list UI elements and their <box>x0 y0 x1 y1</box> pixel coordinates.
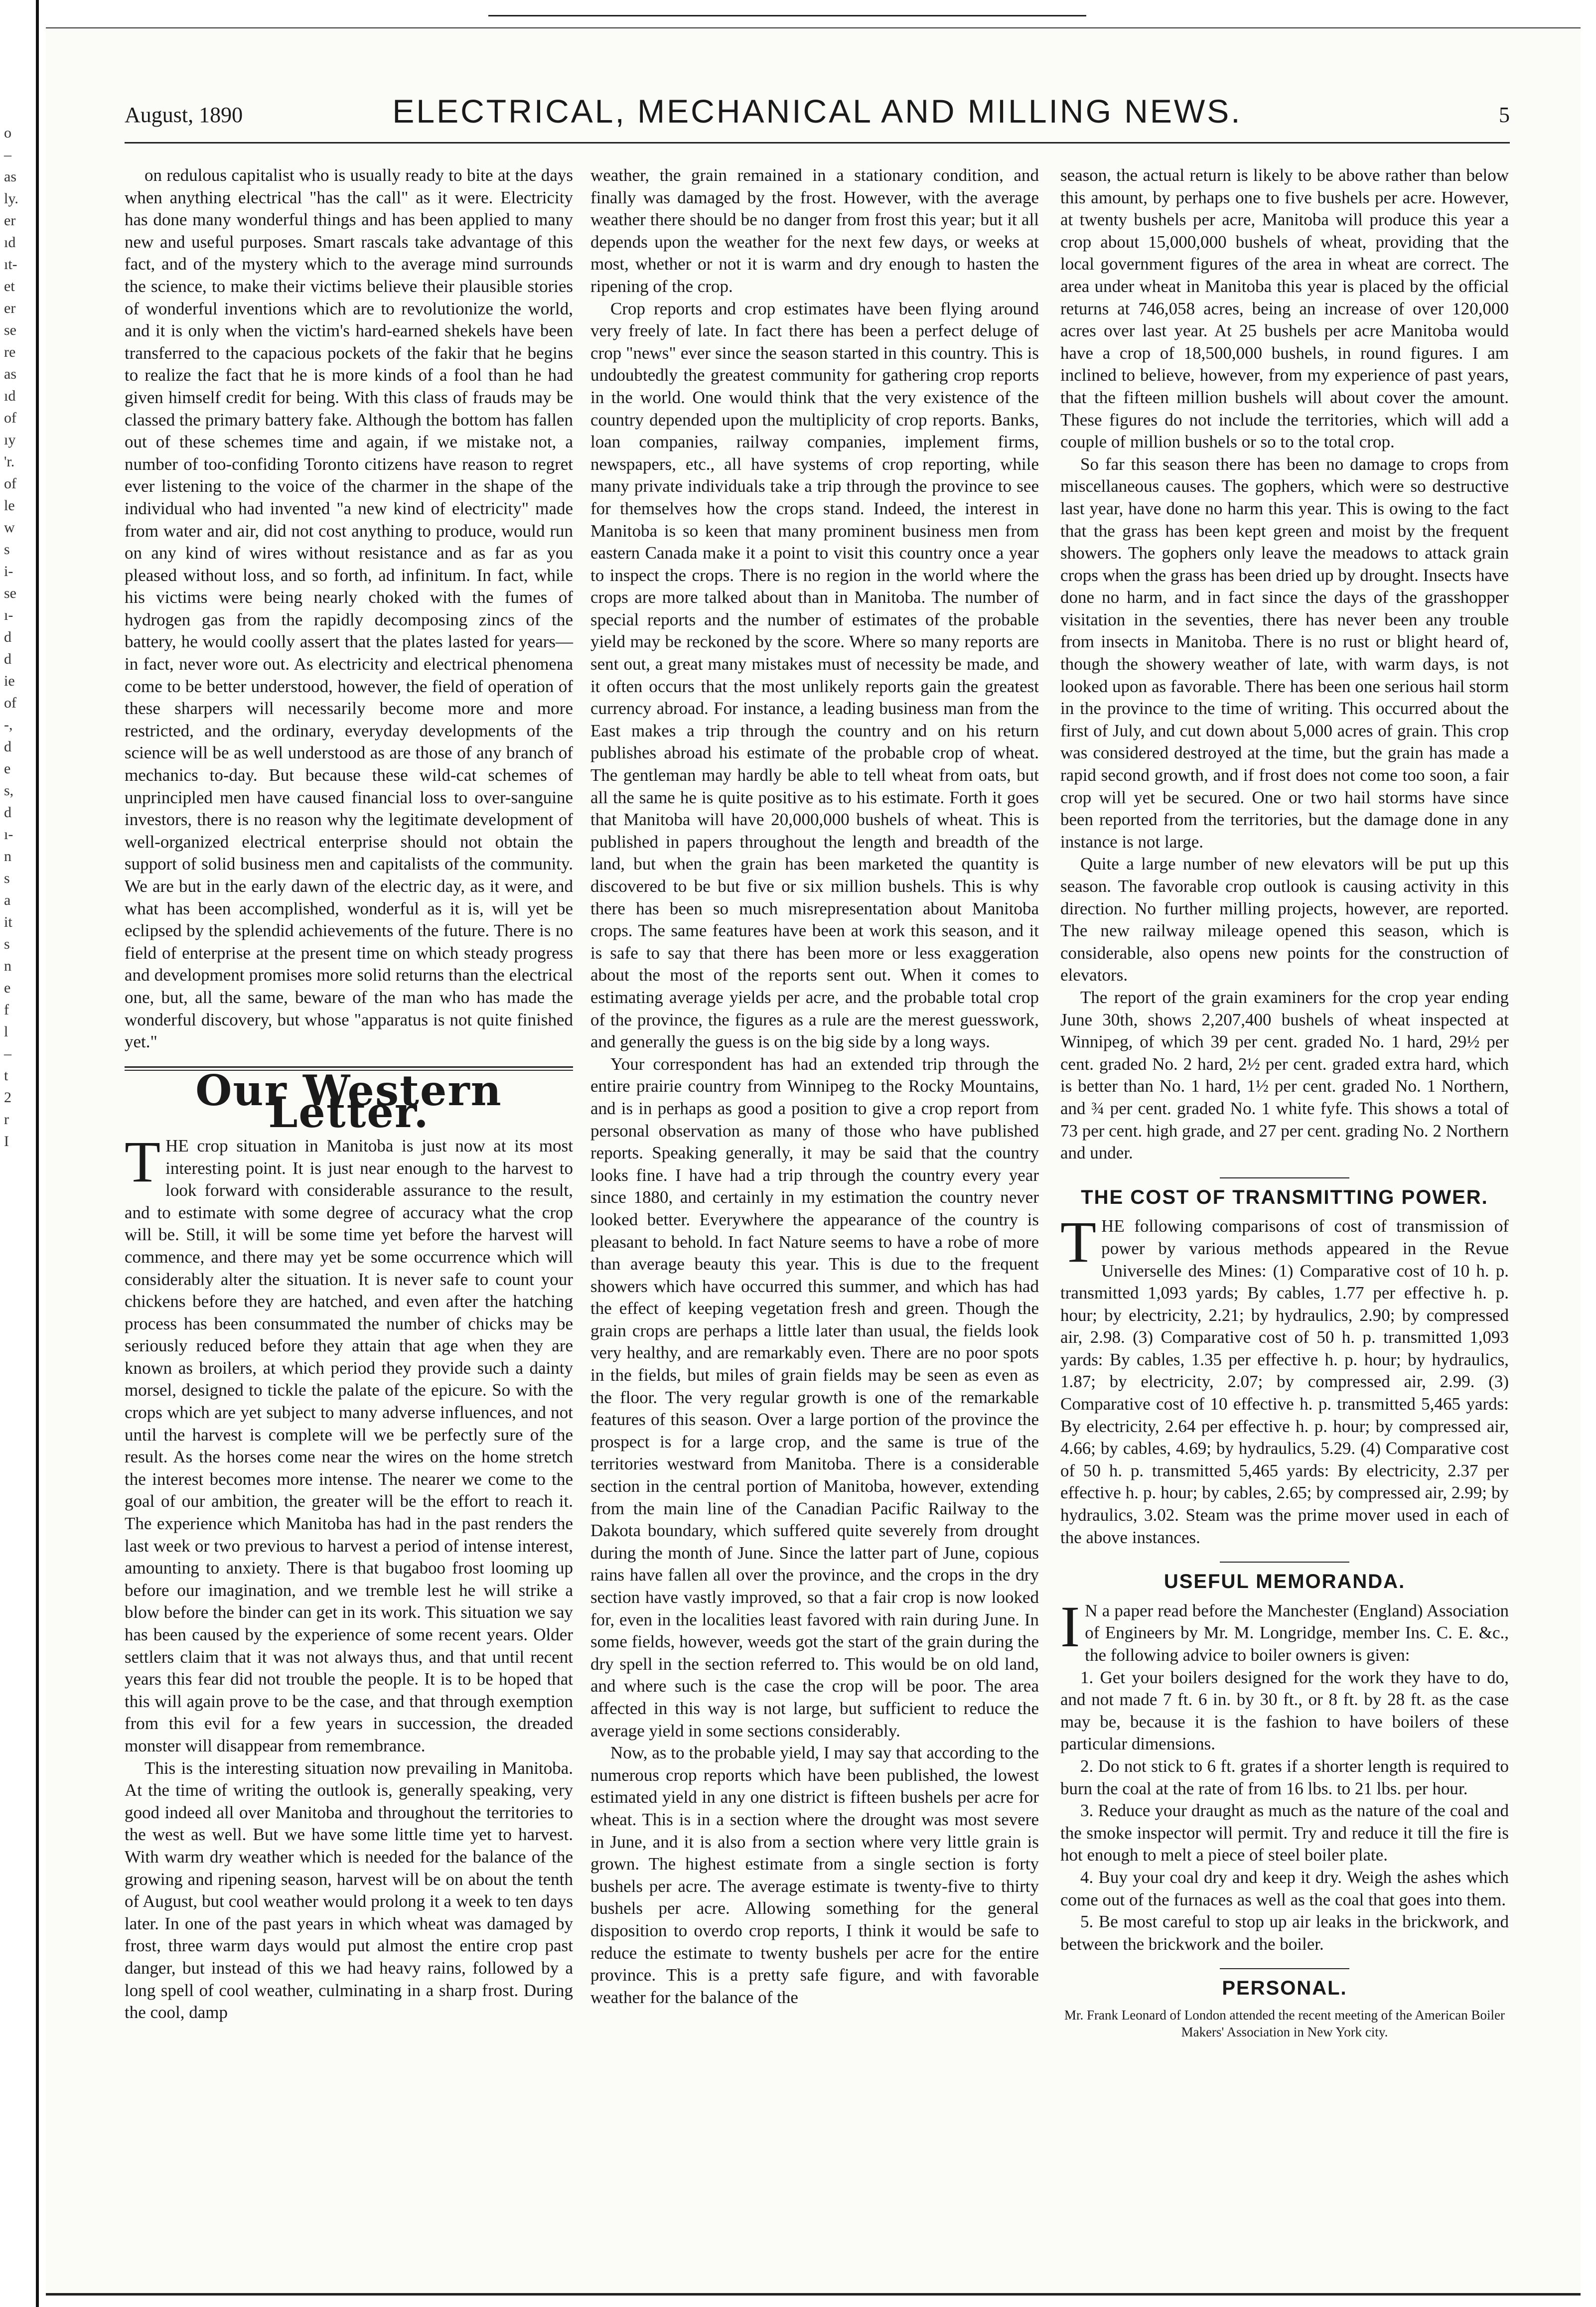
edge-fragment: e <box>4 760 11 777</box>
western-letter-paragraph: season, the actual return is likely to be above rather than below this amount, by perhaps one to five bushels per acre. However, at twenty bushels per acre, Manitoba will produce this year a crop about 15,000,000 bushels of wheat, providing that the local government figures of the area in wheat are correct. The area under wheat in Manitoba this year is placed by the official returns at 746,058 acres, being an increase of over 120,000 acres over last year. At 25 bushels per acre Manitoba would have a crop of 18,500,000 bushels, in round figures. I am inclined to believe, however, from my experience of past years, that the fifteen million bushels will about cover the amount. These figures do not include the territories, which will add a couple of million bushels or so to the total crop. <box>1060 165 1509 452</box>
edge-fragment: se <box>4 585 16 601</box>
edge-fragment: of <box>4 410 16 426</box>
scan-artifact <box>488 0 1086 16</box>
edge-fragment: 2 <box>4 1089 11 1106</box>
section-divider <box>1220 1562 1349 1563</box>
page-header <box>125 92 1510 137</box>
edge-fragment: o <box>4 125 11 141</box>
edge-fragment: e <box>4 980 11 996</box>
edge-fragment: I <box>4 1133 9 1150</box>
column-2 <box>590 164 1039 2009</box>
edge-fragment: n <box>4 958 11 974</box>
useful-memoranda-heading: USEFUL MEMORANDA. <box>1163 1571 1406 1593</box>
western-letter-heading: Our Western Letter. <box>195 1065 502 1138</box>
memoranda-item: 5. Be most careful to stop up air leaks in the brickwork, and between the brickwork and the boiler. <box>1060 1912 1509 1954</box>
western-letter-paragraph: This is the interesting situation now prevailing in Manitoba. At the time of writing the outlook is, generally speaking, very good indeed all over Manitoba and throughout the territories to the west as well. But we have some little time yet to harvest. With warm dry weather which is needed for the balance of the growing and ripening season, harvest will be on about the tenth of August, but cool weather would prolong it a week to ten days later. In one of the past years in which wheat was damaged by frost, three warm days would put almost the entire crop past danger, but instead of this we had heavy rains, followed by a long spell of cool weather, culminating in a sharp frost. During the cool, damp <box>125 1758 573 2022</box>
edge-fragment: a <box>4 892 11 908</box>
edge-fragment: t <box>4 1067 8 1084</box>
edge-fragment: i- <box>4 563 13 579</box>
edge-fragment: er <box>4 212 16 229</box>
edge-fragment: se <box>4 322 16 338</box>
edge-fragment: s <box>4 541 10 558</box>
edge-fragment: as <box>4 168 16 185</box>
edge-fragment: er <box>4 300 16 316</box>
masthead-title: ELECTRICAL, MECHANICAL AND MILLING NEWS. <box>392 93 1242 130</box>
personal-text: Mr. Frank Leonard of London attended the recent meeting of the American Boiler Makers' Association in New York city. <box>1064 2007 1505 2039</box>
article-continuation: on redulous capitalist who is usually ready to bite at the days when anything electrical "has the call" as it were. Electricity has done many wonderful things and has been applied to many new and useful purposes. Smart rascals take advantage of this fact, and of the mystery which to the average mind surrounds the science, to make their victims believe their plausible stories of wonderful inventions which are to revolutionize the world, and it is only when the victim's hard-earned shekels have been transferred to the capacious pockets of the fakir that he begins to realize the fact that he is more kinds of a fool than he had given himself credit for being. With this class of frauds may be classed the primary battery fake. Although the bottom has fallen out of these schemes time and again, if we mistake not, a number of too-confiding Toronto citizens have reason to regret ever listening to the voice of the charmer in the shape of the individual who had invented "a new kind of electricity" made from water and air, did not cost anything to produce, would run on any kind of wires without resistance and as far as you pleased without loss, and so forth, ad infinitum. In fact, while his victims were being nearly choked with the fumes of hydrogen gas from the rapidly decomposing zincs of the battery, he would coolly assert that the plates lasted for years—in fact, never wore out. As electricity and electrical phenomena come to be better understood, however, the field of operation of these sharpers will necessarily become more and more restricted, and the ordinary, everyday developments of the science will be as well understood as are those of any branch of mechanics to-day. But because these wild-cat schemes of unprincipled men have caused financial loss to over-sanguine investors, there is no reason why the legitimate development of well-organized electrical enterprise should not obtain the support of solid business men and capitalists of the community. We are but in the early dawn of the electric day, as it were, and what has been accomplished, wonderful as it is, will yet be eclipsed by the splendid achievements of the future. There is no field of enterprise at the present time on which steady progress and development promises more solid returns than the electrical one, but, all the same, beware of the man who has made the wonderful discovery, but whose "apparatus is not quite finished yet." <box>125 165 573 1052</box>
western-letter-paragraph: THE crop situation in Manitoba is just now at its most interesting point. It is just near enough to the harvest to look forward with considerable assurance to the result, and to estimate with some degree of accuracy what the crop will be. Still, it will be some time yet before the harvest will commence, and there may yet be some occurrence which will considerably alter the situation. It is never safe to count your chickens before they are hatched, and even after the hatching process has been consummated the number of chicks may be seriously reduced before they attain that age when they are known as broilers, at which period they provide such a dainty morsel, designed to tickle the palate of the epicure. So with the crops which are yet subject to many adverse influences, and not until the harvest is complete will we be perfectly sure of the result. As the horses come near the wires on the home stretch the interest becomes more intense. The nearer we come to the goal of our ambition, the greater will be the effort to reach it. The experience which Manitoba has had in the past renders the last week or two previous to harvest a period of intense interest, amounting to anxiety. There is that bugaboo frost looming up before our imagination, and we tremble lest he will strike a blow before the binder can get in its work. This situation we say has been caused by the experience of some recent years. Older settlers claim that it was not always thus, and that until recent years this fear did not trouble the people. It is to be hoped that this will again prove to be the case, and that through exemption from this evil for a few years in succession, the dreaded monster will disappear from remembrance. <box>125 1129 573 1755</box>
edge-fragment: s <box>4 870 10 886</box>
page-number: 5 <box>1499 103 1510 127</box>
western-letter-paragraph: The report of the grain examiners for the crop year ending June 30th, shows 2,207,400 bushels of wheat inspected at Winnipeg, of which 39 per cent. graded No. 1 hard, 29½ per cent. graded No. 2 hard, 2½ per cent. graded extra hard, which is better than No. 1 hard, 1½ per cent. graded No. 1 Northern, and ¾ per cent. graded No. 1 white fyfe. This shows a total of 73 per cent. high grade, and 27 per cent. grading No. 2 Northern and under. <box>1060 987 1509 1163</box>
edge-fragment: d <box>4 738 11 755</box>
memoranda-item: 1. Get your boilers designed for the work they have to do, and not made 7 ft. 6 in. by 30 ft., or 8 ft. by 28 ft. as the case may be, because it is the fashion to have boilers of these particular dimensions. <box>1060 1667 1509 1754</box>
edge-fragment: ie <box>4 673 15 689</box>
header-rule <box>125 142 1510 144</box>
edge-fragment: – <box>4 146 11 163</box>
edge-fragment: – <box>4 1045 11 1062</box>
edge-fragment: ıt- <box>4 256 17 273</box>
memoranda-item: 4. Buy your coal dry and keep it dry. Weigh the ashes which come out of the furnaces as well as the coal that goes into them. <box>1060 1867 1509 1909</box>
edge-fragment: le <box>4 497 15 514</box>
edge-fragment: ı- <box>4 607 13 623</box>
western-letter-paragraph: Now, as to the probable yield, I may say that according to the numerous crop reports which have been published, the lowest estimated yield in any one district is fifteen bushels per acre for wheat. This is in a section where the drought was most severe in June, and it is also from a section where very little grain is grown. The highest estimate from a single section is forty bushels per acre. The average estimate is twenty-five to thirty bushels per acre. Allowing something for the general disposition to overdo crop reports, I think it would be safe to reduce the estimate to twenty bushels per acre for the entire province. This is a pretty safe figure, and with favorable weather for the balance of the <box>590 1743 1039 2007</box>
drop-cap: T <box>125 1129 161 1194</box>
section-divider <box>1220 1177 1349 1178</box>
column-1 <box>125 164 573 2024</box>
drop-cap: T <box>1060 1209 1097 1275</box>
edge-fragment: ıd <box>4 388 16 404</box>
cost-of-transmitting-power-text: THE following comparisons of cost of transmission of power by various methods appeared in the Revue Universelle des Mines: (1) Comparative cost of 10 h. p. transmitted 1,093 yards; By cables, 1.77 per effective h. p. hour; by electricity, 2.21; by hydraulics, 2.90; by compressed air, 2.98. (3) Comparative cost of 50 h. p. transmitted 1,093 yards: By cables, 1.35 per effective h. p. hour; by hydraulics, 1.87; by electricity, 2.07; by compressed air, 2.99. (3) Comparative cost of 10 effective h. p. transmitted 5,465 yards: By electricity, 2.64 per effective h. p. hour; by compressed air, 4.66; by cables, 4.69; by hydraulics, 5.29. (4) Comparative cost of 50 h. p. transmitted 5,465 yards: By electricity, 2.37 per effective h. p. hour; by cables, 2.65; by compressed air, 2.99; by hydraulics, 3.02. Steam was the prime mover used in each of the above instances. <box>1060 1209 1509 1547</box>
column-3 <box>1060 164 1509 2040</box>
edge-fragment: d <box>4 804 11 821</box>
edge-fragment: n <box>4 848 11 865</box>
edge-fragment: f <box>4 1002 9 1018</box>
edge-fragment: ıd <box>4 234 16 251</box>
western-letter-paragraph: weather, the grain remained in a stationary condition, and finally was damaged by the frost. However, with the average weather there should be no danger from frost this year; but it all depends upon the weather for the next few days, or weeks at most, whether or not it is warm and dry enough to hasten the ripening of the crop. <box>590 165 1039 296</box>
memoranda-item: 2. Do not stick to 6 ft. grates if a shorter length is required to burn the coal at the rate of from 16 lbs. to 21 lbs. per hour. <box>1060 1756 1509 1798</box>
edge-fragment: d <box>4 651 11 667</box>
western-letter-paragraph: So far this season there has been no damage to crops from miscellaneous causes. The gophers, which were so destructive last year, have done no harm this year. This is owing to the fact that the grass has been kept green and moist by the frequent showers. The gophers only leave the meadows to attack grain crops when the grass has been dried up by drought. Insects have done no harm, and in fact since the days of the grasshopper visitation in the seventies, there has never been any trouble from insects in Manitoba. There is no rust or blight heard of, though the showery weather of late, with warm days, is not looked upon as favorable. There has been one serious hail storm in the province to the time of writing. This occurred about the first of July, and cut down about 5,000 acres of grain. This crop was considered destroyed at the time, but the grain has made a rapid second growth, and if frost does not come too soon, a fair crop will yet be secured. One or two hail storms have since been reported from the territories, but the damage done in any instance is not large. <box>1060 454 1509 852</box>
western-letter-paragraph: Crop reports and crop estimates have been flying around very freely of late. In fact there has been a perfect deluge of crop "news" ever since the season started in this country. This is undoubtedly the greatest community for gathering crop reports in the world. One would think that the very existence of the country depended upon the multiplicity of crop reports. Banks, loan companies, railway companies, implement firms, newspapers, etc., all have systems of crop reporting, while many private individuals take a trip through the province to see for themselves how the crops stand. Indeed, the interest in Manitoba is so keen that many prominent business men from eastern Canada make it a point to visit this country once a year to inspect the crops. There is no region in the world where the crops are more talked about than in Manitoba. The number of special reports and the number of estimates of the probable yield may be reckoned by the score. Where so many reports are sent out, a great many mistakes must of necessity be made, and it often occurs that the most unlikely reports gain the greatest currency abroad. For instance, a leading business man from the East makes a trip through the country and on his return publishes abroad his estimate of the probable crop of wheat. The gentleman may hardly be able to tell wheat from oats, but all the same he is quite positive as to his estimate. Forth it goes that Manitoba will have 20,000,000 bushels of wheat. This is published in papers throughout the length and breadth of the land, but when the grain has been marketed the quantity is discovered to be but five or six million bushels. This is why there has been so much misrepresentation about Manitoba crops. The same features have been at work this season, and it is safe to say that there has been more or less exaggeration about the most of the reports sent out. When it comes to estimating average yields per acre, and the probable total crop of the province, the figures as a rule are the merest guesswork, and generally the guess is on the big side by a long ways. <box>590 298 1039 1052</box>
edge-fragment: re <box>4 344 16 360</box>
adjacent-page-edge <box>0 0 39 2307</box>
personal-heading: PERSONAL. <box>1222 1977 1347 2000</box>
edge-fragment: -, <box>4 717 13 733</box>
edge-fragment: ly. <box>4 190 18 207</box>
edge-fragment: it <box>4 914 12 930</box>
cost-of-transmitting-power-heading: THE COST OF TRANSMITTING POWER. <box>1081 1186 1488 1208</box>
useful-memoranda-intro: I N a paper read before the Manchester (England) Association of Engineers by Mr. M. Longridge, member Ins. C. E. &c., the following advice to boiler owners is given: <box>1060 1593 1509 1665</box>
western-letter-paragraph: Quite a large number of new elevators will be put up this season. The favorable crop outlook is causing activity in this direction. No further milling projects, however, are reported. The new railway mileage opened this season, which is considerable, also opens new points for the construction of elevators. <box>1060 854 1509 985</box>
edge-fragment: r <box>4 1111 9 1128</box>
edge-fragment: et <box>4 278 15 294</box>
edge-fragment: ı- <box>4 826 13 843</box>
edge-fragment: d <box>4 629 11 645</box>
issue-date: August, 1890 <box>125 103 243 127</box>
edge-fragment: 'r. <box>4 453 15 470</box>
western-letter-paragraph: Your correspondent has had an extended trip through the entire prairie country from Winnipeg to the Rocky Mountains, and is in perhaps as good a position to give a crop report from personal observation as many of those who have published reports. Speaking generally, it may be said that the country looks fine. I have had a trip through the country every year since 1880, and certainly in my estimation the country never looked better. Everywhere the appearance of the country is pleasant to behold. In fact Nature seems to have a robe of more than average beauty this year. This is due to the frequent showers which have occurred this summer, and which has had the effect of keeping vegetation fresh and green. Though the grain crops are perhaps a little later than usual, the fields look very healthy, and are remarkably even. There are no poor spots in the fields, but miles of grain fields may be seen as even as the floor. The very regular growth is one of the remarkable features of this season. Over a large portion of the province the prospect is for a large crop, and the same is true of the territories westward from Manitoba. There is a considerable section in the central portion of Manitoba, however, extending from the main line of the Canadian Pacific Railway to the Dakota boundary, which suffered quite severely from drought during the month of June. Since the latter part of June, copious rains have fallen all over the province, and the crops in the dry section have vastly improved, so that a fair crop is now looked for, even in the localities least favored with rain during June. In some fields, however, weeds got the start of the grain during the dry spell in the section referred to. This would be on old land, and where such is the case the crop will be poor. The area affected in this way is not large, but sufficient to reduce the average yield in some sections considerably. <box>590 1054 1039 1740</box>
section-divider <box>1220 1968 1349 1969</box>
drop-cap: I <box>1060 1593 1080 1659</box>
edge-fragment: l <box>4 1023 8 1040</box>
edge-fragment: as <box>4 366 16 382</box>
edge-fragment: of <box>4 695 16 711</box>
memoranda-item: 3. Reduce your draught as much as the nature of the coal and the smoke inspector will permit. Try and reduce it till the fire is hot enough to melt a piece of steel boiler plate. <box>1060 1801 1509 1865</box>
edge-fragment: w <box>4 519 15 536</box>
edge-fragment: of <box>4 475 16 492</box>
edge-fragment: s, <box>4 782 14 799</box>
edge-fragment: ıy <box>4 432 16 448</box>
edge-fragment: s <box>4 936 10 952</box>
